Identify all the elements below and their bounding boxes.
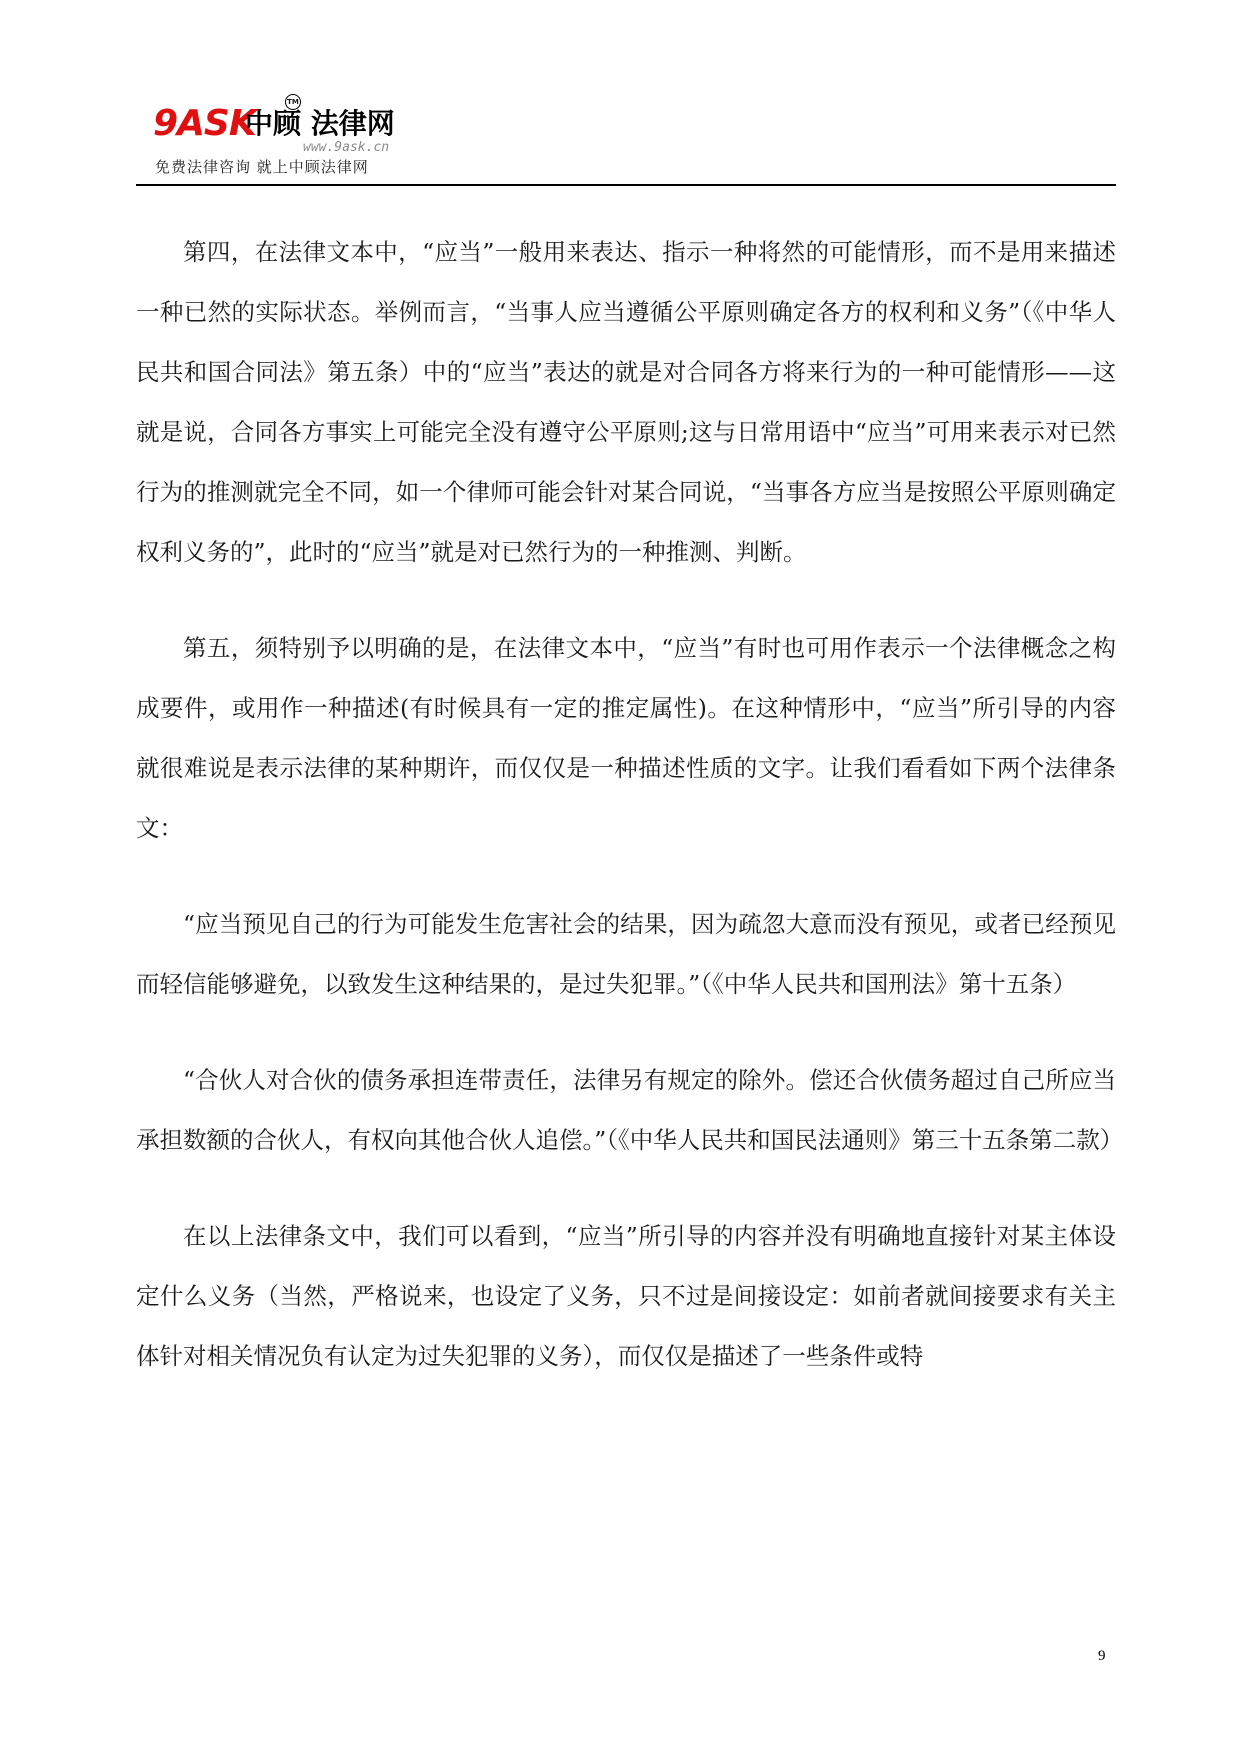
logo-name: 中顾 法律网 [245, 107, 395, 140]
paragraph-5: 第五，须特别予以明确的是，在法律文本中，“应当”有时也可用作表示一个法律概念之构成要件，或用作一种描述(有时候具有一定的推定属性)。在这种情形中，“应当”所引导的内容就很难说是表示法律的某种期许，而仅仅是一种描述性质的文字。让我们看看如下两个法律条文： [136, 634, 1116, 842]
paragraph-analysis: 在以上法律条文中，我们可以看到，“应当”所引导的内容并没有明确地直接针对某主体设定什么义务（当然，严格说来，也设定了义务，只不过是间接设定：如前者就间接要求有关主体针对相关情况负有认定为过失犯罪的义务），而仅仅是描述了一些条件或特 [136, 1222, 1116, 1370]
logo-url: www.9ask.cn [303, 140, 390, 155]
header-divider [136, 184, 1116, 186]
page-header [136, 92, 1116, 184]
site-logo [153, 92, 413, 184]
paragraph-4: 第四，在法律文本中，“应当”一般用来表达、指示一种将然的可能情形，而不是用来描述一种已然的实际状态。举例而言，“当事人应当遵循公平原则确定各方的权利和义务”（《中华人民共和国合同法》第五条）中的“应当”表达的就是对合同各方将来行为的一种可能情形——这就是说，合同各方事实上可能完全没有遵守公平原则;这与日常用语中“应当”可用来表示对已然行为的推测就完全不同，如一个律师可能会针对某合同说，“当事各方应当是按照公平原则确定权利义务的”，此时的“应当”就是对已然行为的一种推测、判断。 [136, 238, 1116, 566]
document-body [136, 222, 1124, 1422]
trademark-icon: TM [285, 94, 301, 110]
quote-civil-law: “合伙人对合伙的债务承担连带责任，法律另有规定的除外。偿还合伙债务超过自己所应当承担数额的合伙人，有权向其他合伙人追偿。”（《中华人民共和国民法通则》第三十五条第二款） [136, 1066, 1124, 1154]
logo-slogan: 免费法律咨询 就上中顾法律网 [155, 158, 369, 176]
logo-mark: 9ASK [153, 103, 256, 144]
page-number: 9 [1098, 1648, 1106, 1664]
quote-criminal-law: “应当预见自己的行为可能发生危害社会的结果，因为疏忽大意而没有预见，或者已经预见而轻信能够避免，以致发生这种结果的，是过失犯罪。”（《中华人民共和国刑法》第十五条） [136, 910, 1116, 998]
